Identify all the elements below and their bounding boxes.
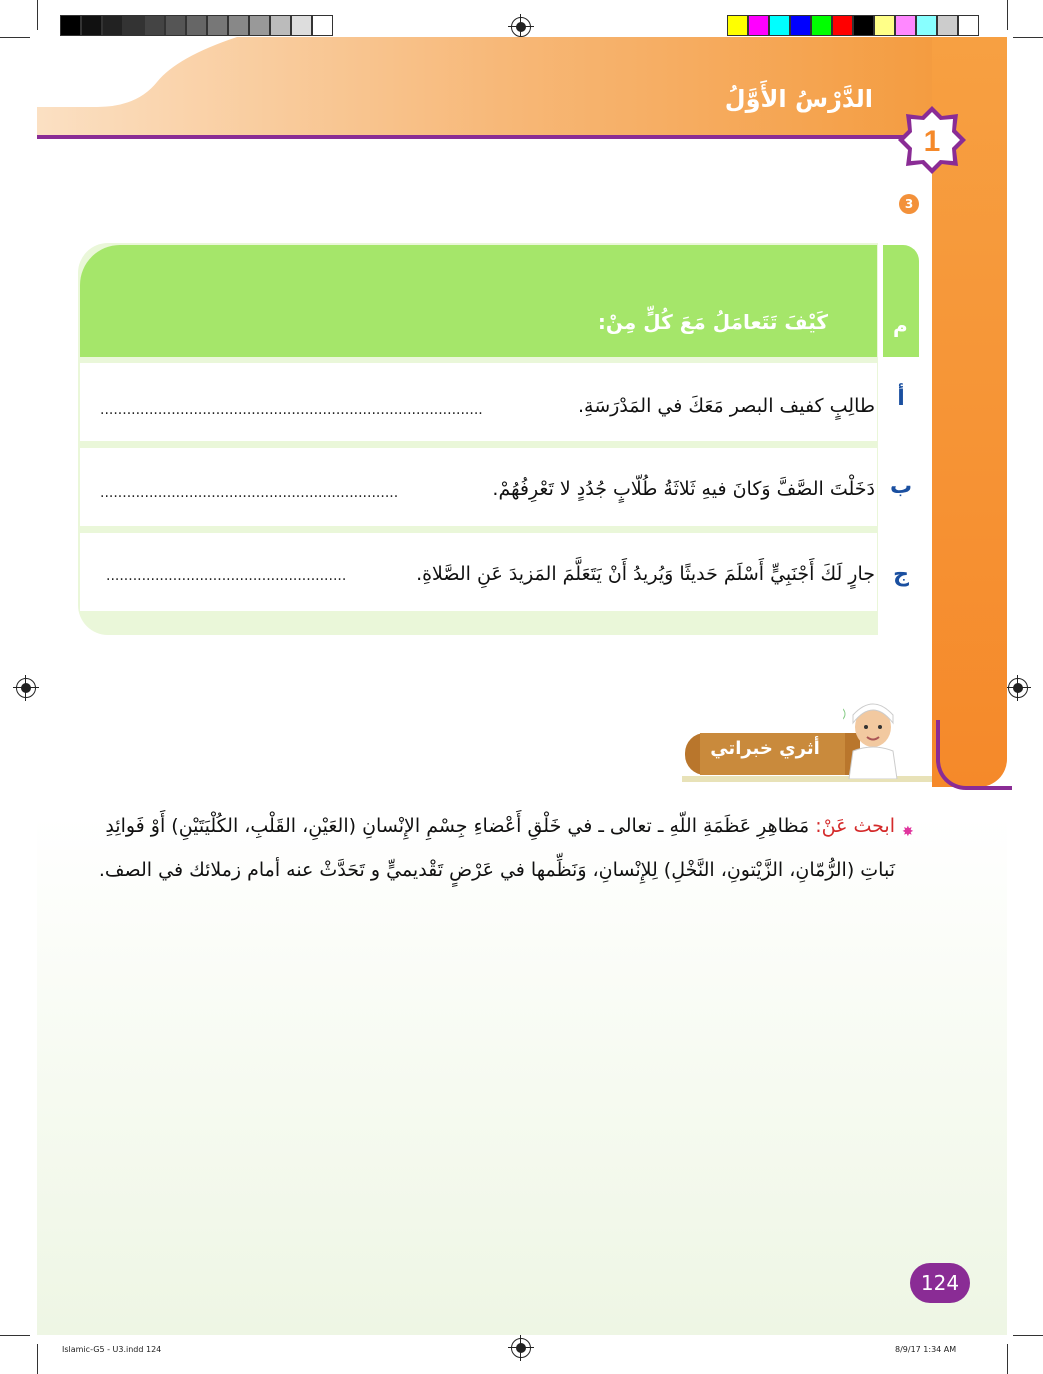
footer-date: 8/9/17 1:34 AM xyxy=(895,1345,957,1354)
row-letter: ج xyxy=(893,562,909,587)
page-background xyxy=(37,37,1007,1335)
activity-line-2: نَباتِ (الرُّمّانِ، الزَّيْتونِ، النَّخْلِ) لِلإِنْسانِ، وَنَظِّمها في عَرْضٍ تَقْديميٍّ و تَحَدَّثْ عنه أمام زملائك في الصف. xyxy=(98,859,895,881)
lesson-number: 1 xyxy=(923,125,941,158)
footer-file: Islamic-G5 - U3.indd 124 xyxy=(62,1345,162,1354)
row-text: دَخَلْتَ الصَّفَّ وَكانَ فيهِ ثَلاثَةُ طُلّابٍ جُدُدٍ لا تَعْرِفُهُمْ. xyxy=(492,478,875,500)
table-header-m-label: م xyxy=(893,313,908,337)
crop-mark xyxy=(1007,0,1008,30)
table-header-m xyxy=(883,245,919,357)
row-letter: ب xyxy=(889,474,913,499)
answer-line[interactable]: ...................................................... xyxy=(106,568,347,584)
crop-mark xyxy=(0,37,30,38)
header-divider xyxy=(37,135,937,139)
crop-mark xyxy=(1013,1335,1043,1336)
answer-line[interactable]: ...................................................................................... xyxy=(100,402,483,418)
experience-banner-label: أثري خبراتي xyxy=(710,738,820,759)
row-text: جارٍ لَكَ أَجْنَبِيٍّ أَسْلَمَ حَديثًا وَيُريدُ أَنْ يَتَعَلَّمَ المَزيدَ عَنِ الصَّلاةِ. xyxy=(416,563,875,585)
registration-mark-icon xyxy=(16,678,36,698)
crop-mark xyxy=(37,1344,38,1374)
answer-line[interactable]: ................................................................... xyxy=(100,485,399,501)
side-band-border xyxy=(936,720,1012,790)
lesson-number-badge xyxy=(896,104,968,176)
header-band-curve xyxy=(37,37,237,137)
page-number: 124 xyxy=(910,1263,970,1303)
activity-line-1 xyxy=(105,815,895,837)
activity-lead: ابحث عَنْ: xyxy=(815,815,895,837)
crop-mark xyxy=(1013,37,1043,38)
crop-mark xyxy=(0,1335,30,1336)
crop-mark xyxy=(1007,1344,1008,1374)
activity-line-1-text: مَظاهِرِ عَظَمَةِ اللّهِ ـ تعالى ـ في خَلْقِ أَعْضاءِ جِسْمِ الإِنْسانِ (العَيْنِ، القَلْبِ، الكُلْيَتَيْنِ) أَوْ فَوائِدِ xyxy=(105,815,816,837)
row-letter: أ xyxy=(897,386,905,411)
registration-mark-icon xyxy=(1008,678,1028,698)
registration-mark-icon xyxy=(511,17,531,37)
table-header xyxy=(80,245,877,357)
registration-mark-icon xyxy=(511,1338,531,1358)
crop-mark xyxy=(37,0,38,30)
row-text: طالِبٍ كفيف البصر مَعَكَ في المَدْرَسَةِ. xyxy=(578,395,875,417)
lesson-title: الدَّرْسُ الأَوَّلُ xyxy=(724,85,873,113)
student-avatar-icon xyxy=(843,697,903,779)
section-number: 3 xyxy=(899,194,919,214)
bullet-icon: ✸ xyxy=(902,824,914,840)
table-header-question: كَيْفَ تَتَعامَلُ مَعَ كُلٍّ مِنْ: xyxy=(597,310,828,334)
